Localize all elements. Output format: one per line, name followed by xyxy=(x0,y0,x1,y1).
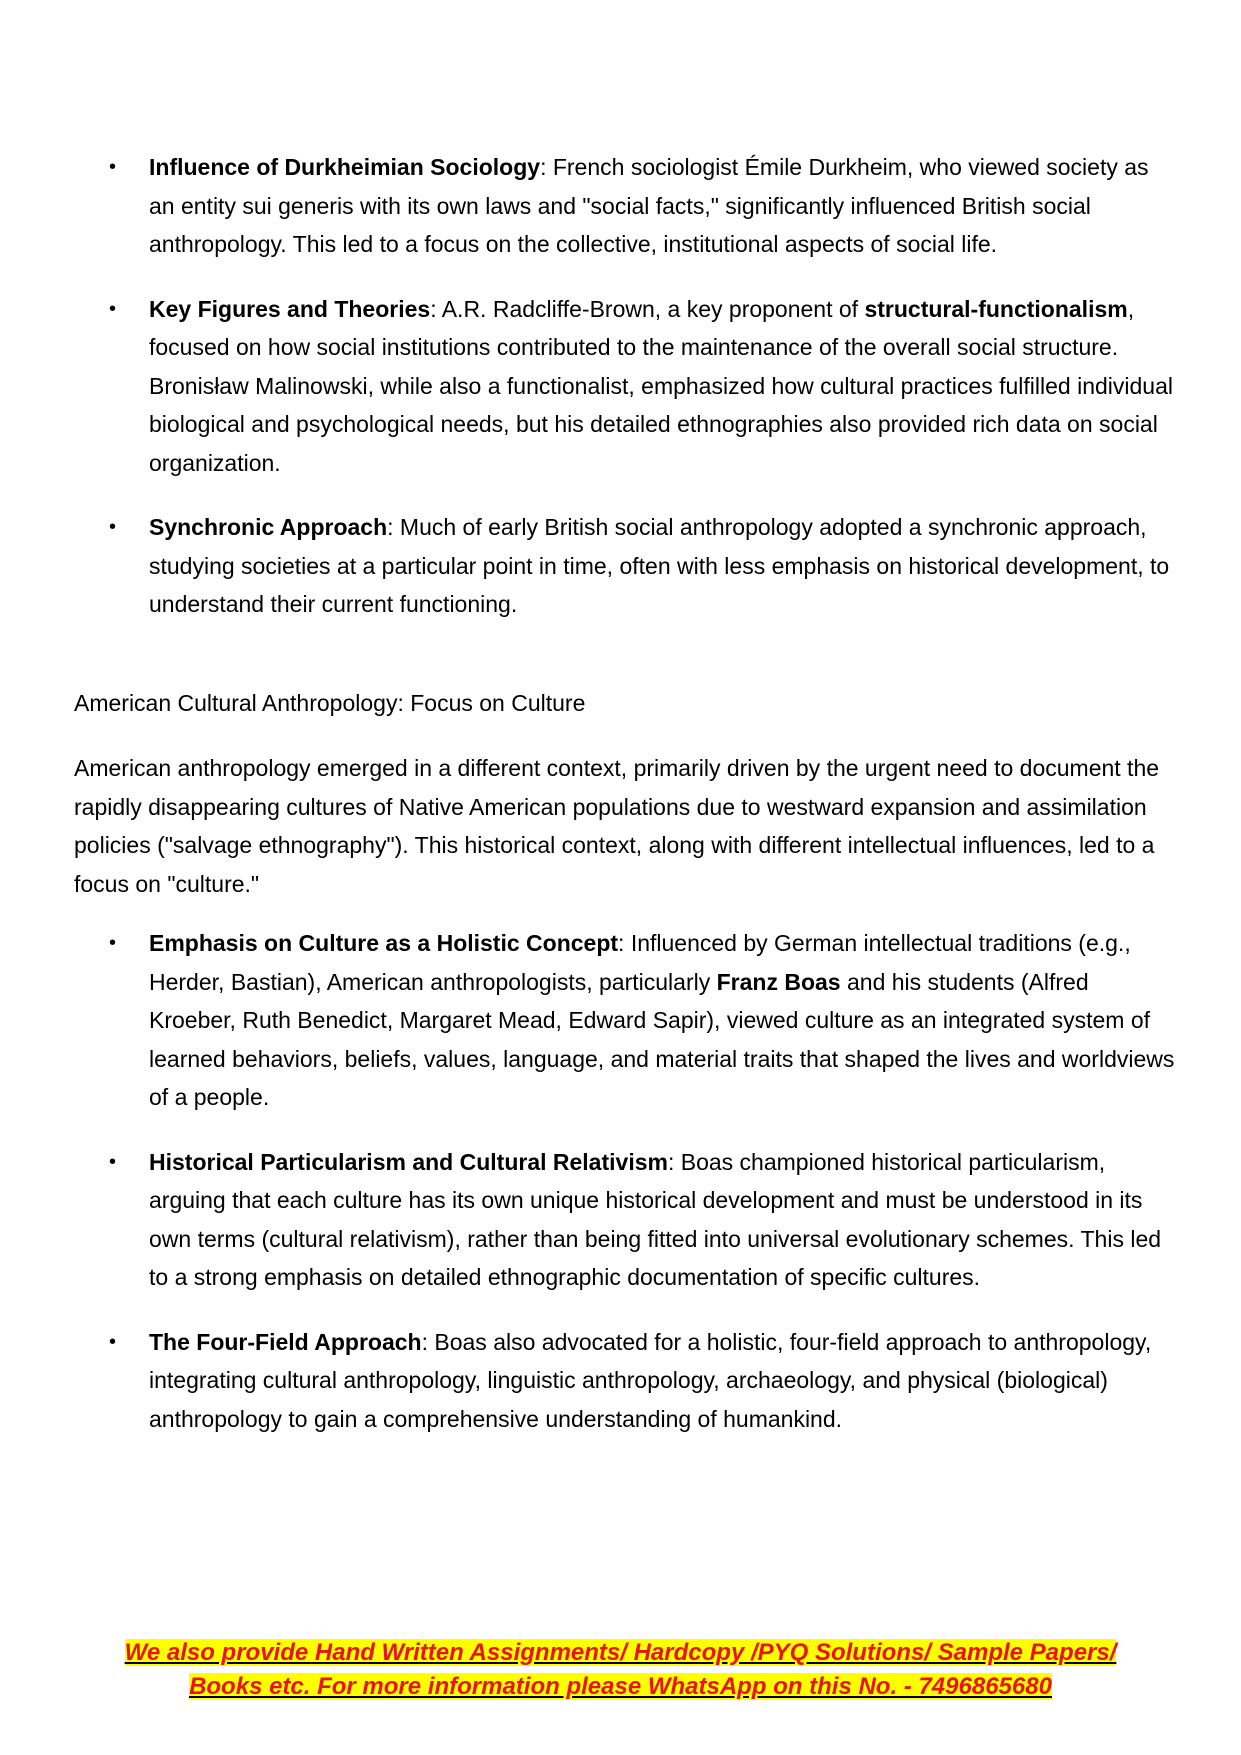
bullet-text: , focused on how social institutions contributed to the maintenance of the overall social structure. Bronisław Malinowski, while also a functionalist, emphasized how cultural practices fulfilled individual biological and psychological needs, but his detailed ethnographies also provided rich data on social organization. xyxy=(149,295,1173,476)
bullet-historical-particularism xyxy=(149,1143,1179,1297)
bullet-text: : Much of early British social anthropology adopted a synchronic approach, studying societies at a particular point in time, often with less emphasis on historical development, to understand their current functioning. xyxy=(149,514,1170,617)
bullet-title: Influence of Durkheimian Sociology xyxy=(149,154,541,180)
bullet-title: Emphasis on Culture as a Holistic Concept xyxy=(149,930,619,956)
bullet-list-american xyxy=(0,924,1179,1438)
bullet-text: : French sociologist Émile Durkheim, who viewed society as an entity sui generis with its own laws and "social facts," significantly influenced British social anthropology. This led to a focus on the collective, institutional aspects of social life. xyxy=(149,154,1149,257)
bullet-text: : A.R. Radcliffe-Brown, a key proponent of xyxy=(430,295,865,322)
bullet-text: : Boas championed historical particularism, arguing that each culture has its own unique historical development and must be understood in its own terms (cultural relativism), rather than being fitted into universal evolutionary schemes. This led to a strong emphasis on detailed ethnographic documentation of specific cultures. xyxy=(149,1148,1162,1290)
footer-advertisement xyxy=(0,1636,1241,1704)
bullet-durkheimian-sociology xyxy=(149,148,1179,264)
bullet-title: The Four-Field Approach xyxy=(149,1328,422,1355)
bullet-key-figures xyxy=(149,290,1179,483)
bullet-list-british xyxy=(0,148,1179,624)
bullet-bold-term: Franz Boas xyxy=(716,968,841,995)
bullet-text: : Influenced by German intellectual traditions (e.g., Herder, Bastian), American anthropologists, particularly xyxy=(149,930,1131,995)
bullet-title: Synchronic Approach xyxy=(149,514,388,540)
bullet-bold-term: structural-functionalism xyxy=(864,295,1128,322)
footer-line-2: Books etc. For more information please WhatsApp on this No. - 7496865680 xyxy=(189,1673,1052,1700)
bullet-title: Key Figures and Theories xyxy=(149,295,431,322)
bullet-synchronic-approach xyxy=(149,508,1179,624)
bullet-holistic-culture xyxy=(149,924,1179,1117)
bullet-text: : Boas also advocated for a holistic, four-field approach to anthropology, integrating cultural anthropology, linguistic anthropology, archaeology, and physical (biological) anthropology to gain a comprehensive understanding of humankind. xyxy=(149,1328,1152,1432)
section-heading: American Cultural Anthropology: Focus on Culture xyxy=(74,690,586,716)
footer-line-1: We also provide Hand Written Assignments/ Hardcopy /PYQ Solutions/ Sample Papers/ xyxy=(124,1639,1117,1666)
bullet-four-field-approach xyxy=(149,1323,1179,1439)
bullet-title: Historical Particularism and Cultural Relativism xyxy=(149,1148,668,1175)
bullet-text: and his students (Alfred Kroeber, Ruth Benedict, Margaret Mead, Edward Sapir), viewed culture as an integrated system of learned behaviors, beliefs, values, language, and material traits that shaped the lives and worldviews of a people. xyxy=(149,968,1175,1110)
intro-paragraph: American anthropology emerged in a different context, primarily driven by the urgent need to document the rapidly disappearing cultures of Native American populations due to westward expansion and assimilation policies ("salvage ethnography"). This historical context, along with different intellectual influences, led to a focus on "culture." xyxy=(74,755,1160,897)
